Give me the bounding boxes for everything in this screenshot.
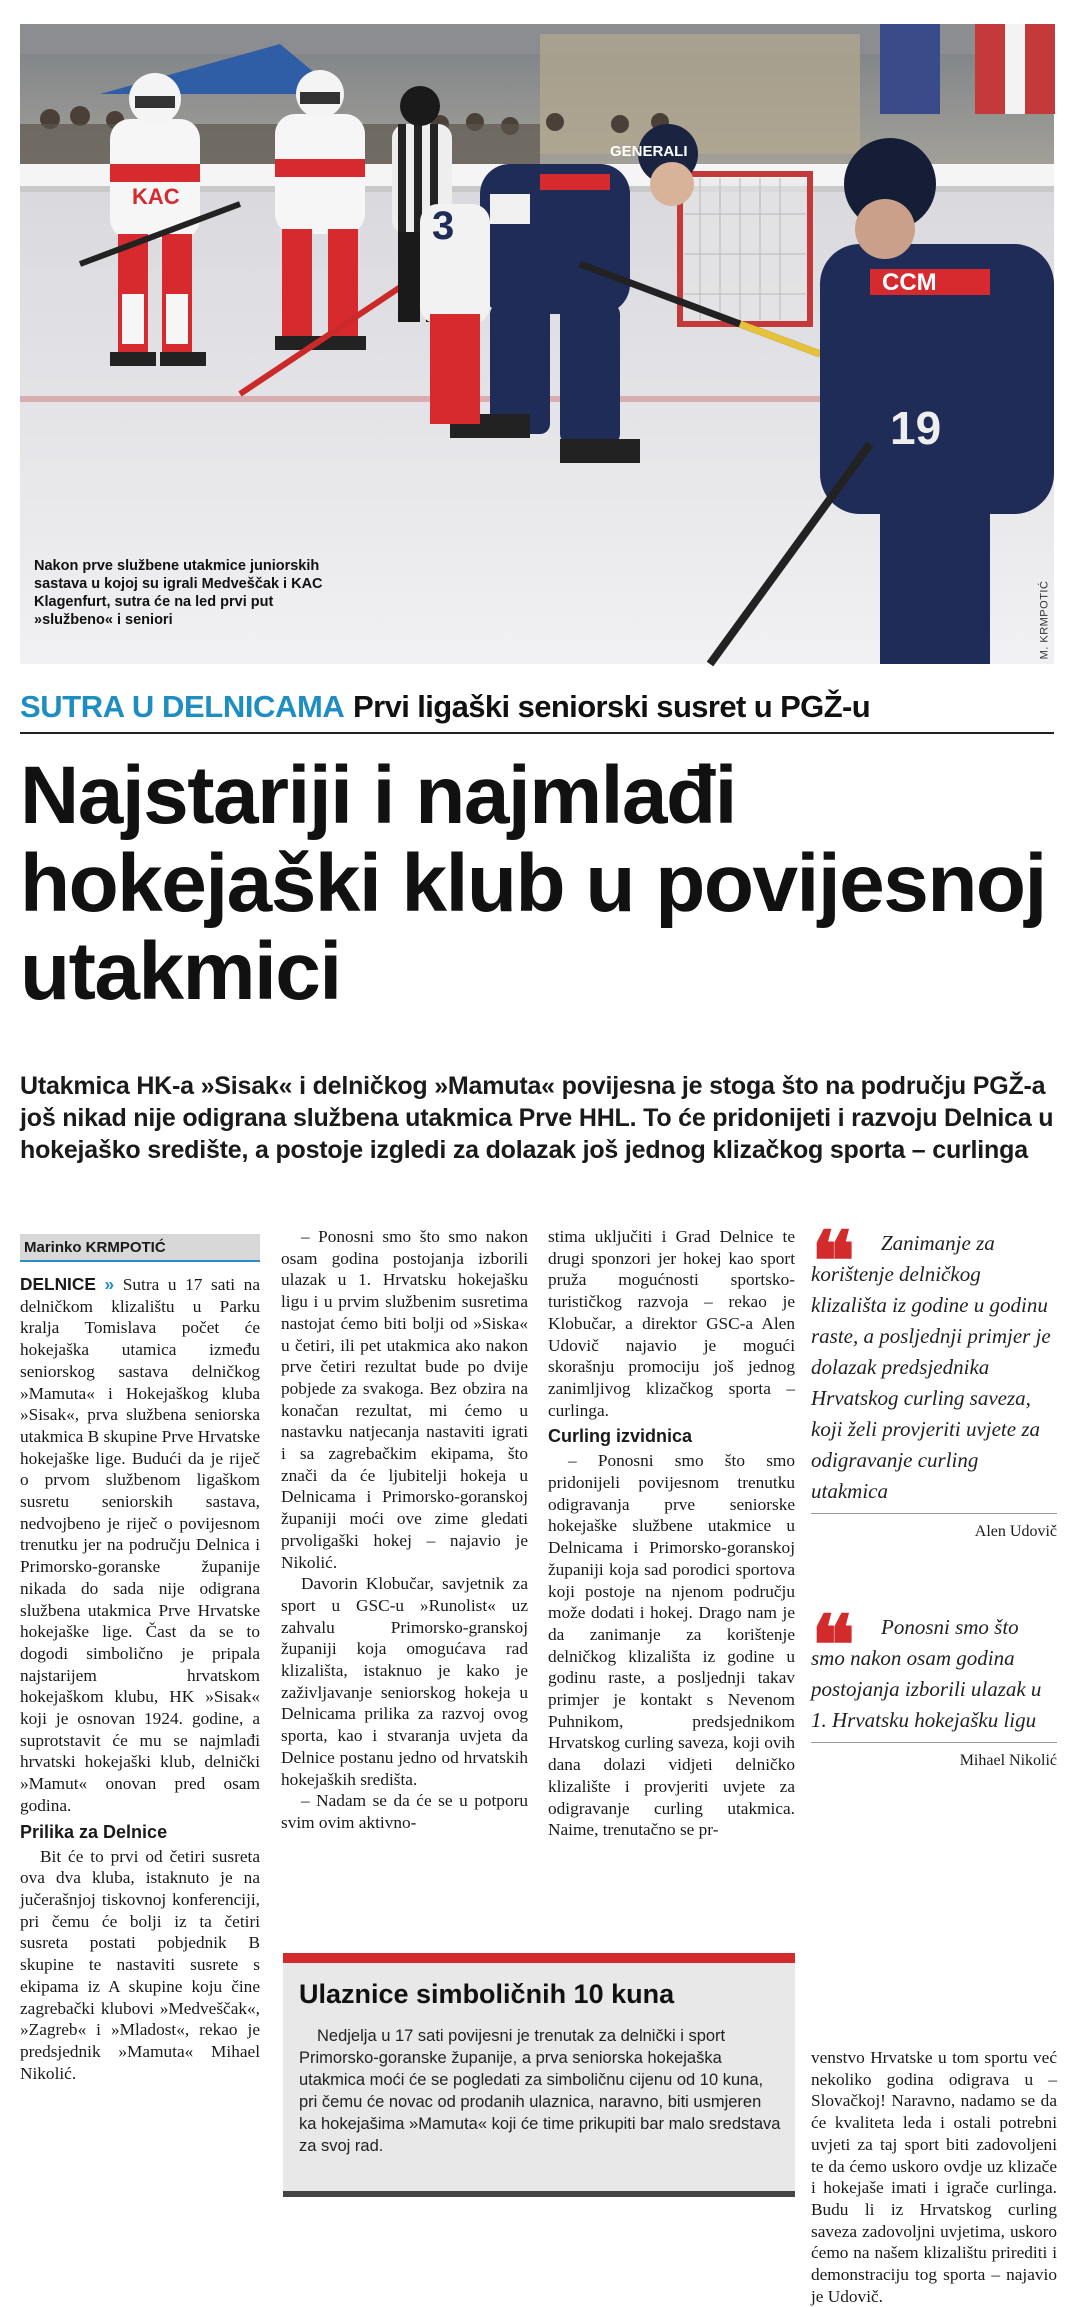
info-box-text: Nedjelja u 17 sati povijesni je trenutak za delnički i sport Primorsko-goranske županije, a prva seniorska hokejaška utakmica moći će se pogledati za simboličnu cijenu od 10 kuna, pri čemu će novac od prodanih ulaznica, naravno, biti usmjeren ka hokejašima »Mamuta« koji će time prikupiti bar malo sredstava za svoj rad. <box>299 2027 781 2155</box>
article-column-1 <box>20 1274 260 2084</box>
paragraph: – Nadam se da će se u potporu svim ovim aktivno- <box>281 1791 528 1832</box>
paragraph: Bit će to prvi od četiri susreta ova dva kluba, istaknuto je na jučerašnjoj tiskovnoj konferenciji, pri čemu će bolji iz ta četiri susreta postati pobjednik B skupine te nastaviti susrete s ekipama iz A skupine koju čine zagrebački klubovi »Medveščak«, »Zagreb« i »Mladost«, rekao je predsjednik »Mamuta« Mihael Nikolić. <box>20 1846 260 2083</box>
quote-text: Zanimanje za korištenje delničkog klizališta iz godine u godinu raste, a posljednji primjer je dolazak predsjednika Hrvatskog curling saveza, koji želi provjeriti uvjete za odigravanje curling utakmica <box>811 1231 1051 1503</box>
info-box-bottom-rule <box>283 2191 795 2197</box>
subheading: Prilika za Delnice <box>20 1821 168 1842</box>
byline: Marinko KRMPOTIĆ <box>20 1234 260 1262</box>
dateline-arrow: » <box>104 1274 115 1294</box>
article-column-2 <box>281 1226 528 1834</box>
dateline-place: DELNICE <box>20 1274 96 1294</box>
quote-mark-icon: ❝ <box>811 1217 856 1308</box>
svg-text:3: 3 <box>432 204 455 248</box>
paragraph: venstvo Hrvatske u tom sportu već nekoliko godina odigrava u – Slovačkoj! Naravno, nadamo se da će kvaliteta leda i ostali potrebni uvjeti za taj sport biti zadovoljeni te da ćemo uskoro ovdje uz klizače i hokejaše imati i igrače curlinga. Budu li iz Hrvatskog curling saveza zadovoljni uvjetima, uskoro ćemo na našem klizalištu prirediti i demonstraciju tog sporta – najavio je Udovič. <box>811 2048 1057 2306</box>
svg-text:GENERALI: GENERALI <box>610 143 688 160</box>
paragraph: – Ponosni smo što smo nakon osam godina postojanja izborili ulazak u 1. Hrvatsku hokejašku ligu i u prvim službenim susretima nastojat ćemo biti bolji od »Siska« u četiri, ili pet utakmica ako nakon prve četiri rezultat bude po dvije pobjede za svakoga. Bez obzira na konačan rezultat, mi ćemo u nastavku natjecanja nastaviti igrati i sa zagrebačkim ekipama, što znači da će ljubitelji hokeja u Delnicama i Primorsko-goranskoj županiji moći ove zime gledati prvoligaški hokej – najavio je Nikolić. <box>281 1227 528 1572</box>
subheading: Curling izvidnica <box>548 1426 693 1447</box>
quote-mark-icon: ❝ <box>811 1601 856 1692</box>
photo-credit: M. KRMPOTIĆ <box>1038 580 1051 660</box>
article-column-3 <box>548 1226 795 1841</box>
info-box-title: Ulaznice simboličnih 10 kuna <box>299 1979 675 2009</box>
paragraph: Davorin Klobučar, savjetnik za sport u GSC-u »Runolist« uz zahvalu Primorsko-granskoj županiji koja omogućava rad klizališta, istaknuo je kako je zaživljavanje seniorskog hokeja u Delnicama prilika za razvoj ovog sporta, kao i stvaranja uvjeta da Delnice postanu jedno od hrvatskih hokejaških središta. <box>281 1574 528 1789</box>
headline: Najstariji i najmlađi hokejaški klub u povijesnoj utakmici <box>20 750 1046 1017</box>
article-column-4 <box>811 2047 1057 2307</box>
hockey-photo <box>20 24 1054 664</box>
kicker <box>20 688 1054 734</box>
svg-text:CCM: CCM <box>882 269 937 296</box>
info-box <box>283 1953 795 2197</box>
quote-author: Mihael Nikolić <box>811 1742 1057 1771</box>
svg-text:19: 19 <box>890 402 942 454</box>
pull-quote <box>811 1601 1057 1771</box>
deck: Utakmica HK-a »Sisak« i delničkog »Mamuta« povijesna je stoga što na području PGŽ-a još nikad nije odigrana službena utakmica Prve HHL. To će pridonijeti i razvoju Delnica u hokejaško središte, a postoje izgledi za dolazak još jednog klizačkog sporta – curlinga <box>20 1072 1054 1164</box>
svg-text:KAC: KAC <box>132 184 180 209</box>
quote-author: Alen Udovič <box>811 1513 1057 1542</box>
paragraph <box>20 1274 260 1817</box>
pull-quote <box>811 1217 1057 1542</box>
paragraph-text: Sutra u 17 sati na delničkom klizalištu u Parku kralja Tomislava počet će hokejaška utamica između seniorskog sastava delničkog »Mamuta« i Hokejaškog kluba »Sisak«, prva službena seniorska utakmica B skupine Prve Hrvatske hokejaške lige. Budući da je riječ o prvom službenom ligaškom susretu seniorskih sastava, nedvojbeno je riječ o povijesnom trenutku jer na području Delnica i Primorsko-goranske županije nikada do sada nije odigrana službena utakmica Prve Hrvatske hokejaške lige. Čast da se to dogodi simbolično je pripala najstarijem hrvatskom hokejaškom klubu, HK »Sisak« koji je osnovan 1924. godine, a suprotstavit će mu se najmlađi hrvatski hokejaški klub, delnički »Mamut« onovan pred osam godina. <box>20 1275 260 1815</box>
kicker-label: SUTRA U DELNICAMA <box>20 689 345 724</box>
photo-caption: Nakon prve službene utakmice juniorskih sastava u kojoj su igrali Medveščak i KAC Klagenfurt, sutra će na led prvi put »službeno« i seniori <box>34 558 323 628</box>
paragraph: – Ponosni smo što smo pridonijeli povijesnom trenutku odigravanja prve seniorske hokejaške službene utakmice u Delnicama i Primorsko-goranskoj županiji koja sad porodici sportova koji postoje na njenom području može dodati i hokej. Drago nam je da zanimanje za korištenje delničkog klizališta iz godine u godinu raste, a posljednji takav primjer je kontakt s Nevenom Puhnikom, predsjednikom Hrvatskog curling saveza, koji ovih dana dolazi vidjeti delničko klizalište i provjeriti uvjete za odigravanje curling utakmica. Naime, trenutačno se pr- <box>548 1451 795 1840</box>
kicker-text: Prvi ligaški seniorski susret u PGŽ-u <box>353 689 871 724</box>
quote-text: Ponosni smo što smo nakon osam godina postojanja izborili ulazak u 1. Hrvatsku hokejašku ligu <box>811 1615 1042 1732</box>
paragraph: stima uključiti i Grad Delnice te drugi sponzori jer hokej kao sport pruža mogućnosti sportsko-turističkog razvoja – rekao je Klobučar, a direktor GSC-a Alen Udovič najavio je mogući skorašnju promociju još jednog zanimljivog klizačkog sporta – curlinga. <box>548 1227 795 1420</box>
